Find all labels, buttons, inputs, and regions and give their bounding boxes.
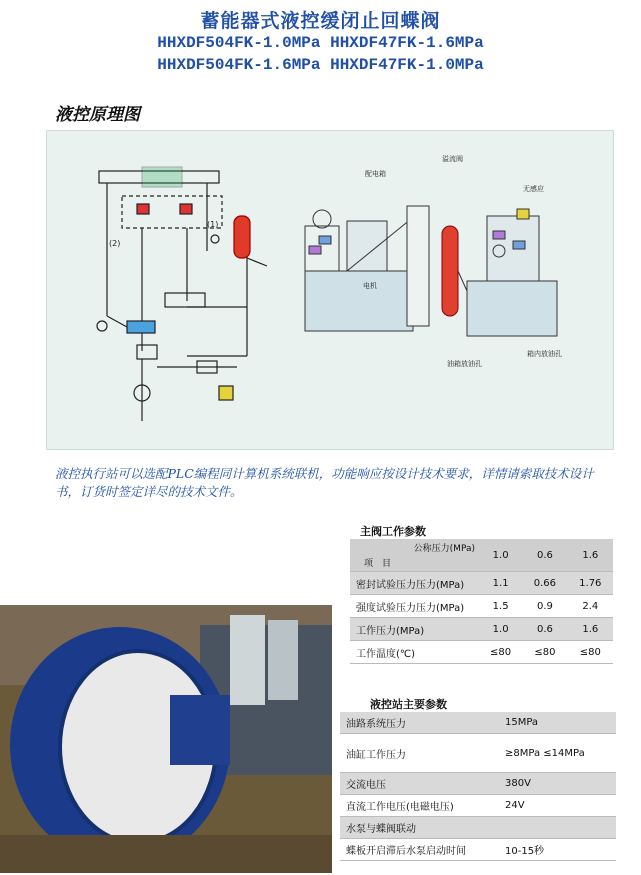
table2-cell: ≥8MPa ≤14MPa [499, 734, 616, 773]
table1-cell: 2.4 [568, 595, 613, 618]
hydraulic-schematic [47, 131, 613, 449]
table1-row-name: 密封试验压力压力(MPa) [350, 572, 479, 595]
table2-row-name: 油路系统压力 [340, 712, 499, 734]
table1-row-name: 工作温度(℃) [350, 641, 479, 664]
table1-cell: 1.0 [479, 618, 522, 641]
table2-cell: 15MPa [499, 712, 616, 734]
label-oil-tank-outlet: 油箱放油孔 [447, 360, 482, 368]
label-pressure-switch: 无感应 [523, 185, 544, 193]
table2-row-name: 水泵与蝶阀联动 [340, 817, 499, 839]
table2-cell [499, 817, 616, 839]
table2-row-name: 油缸工作压力 [340, 734, 499, 773]
table1-title: 主阀工作参数 [360, 525, 426, 538]
label-relief-valve: 溢流阀 [442, 155, 463, 163]
table1-header-top: 公称压力(MPa) [413, 544, 475, 554]
table1-col: 1.6 [568, 539, 613, 572]
table2-cell: 10-15秒 [499, 839, 616, 861]
hydraulic-diagram [46, 130, 614, 450]
left-schematic [97, 167, 267, 421]
table1-cell: 0.6 [522, 618, 567, 641]
model-line-1: HHXDF504FK-1.0MPa HHXDF47FK-1.6MPa [157, 34, 484, 52]
table2-row-name: 交流电压 [340, 773, 499, 795]
table1-cell: 1.1 [479, 572, 522, 595]
label-motor: 电机 [363, 282, 377, 290]
label-distribution-box: 配电箱 [365, 170, 386, 178]
model-line-2: HHXDF504FK-1.6MPa HHXDF47FK-1.0MPa [157, 56, 484, 74]
table1-cell: ≤80 [568, 641, 613, 664]
table1-cell: ≤80 [479, 641, 522, 664]
table2-cell: 24V [499, 795, 616, 817]
table1-header-cell [350, 539, 479, 572]
right-assembly [305, 206, 557, 336]
table2-cell: 380V [499, 773, 616, 795]
description-text: 液控执行站可以选配PLC编程同计算机系统联机，功能响应按设计技术要求，详情请索取技术设计书，订货时签定详尽的技术文件。 [55, 466, 594, 499]
table1-col: 0.6 [522, 539, 567, 572]
table1-cell: 0.66 [522, 572, 567, 595]
page-title: 蓄能器式液控缓闭止回蝶阀 [200, 10, 441, 32]
table1-cell: 1.76 [568, 572, 613, 595]
table1-header-item: 项 目 [364, 559, 392, 569]
table2-row-name: 直流工作电压(电磁电压) [340, 795, 499, 817]
table2-row-name: 蝶板开启滞后水泵启动时间 [340, 839, 499, 861]
table1-cell: 1.6 [568, 618, 613, 641]
main-valve-params-table [350, 539, 613, 664]
table1-cell: 0.9 [522, 595, 567, 618]
label-tank-inner-drain: 箱内放油孔 [527, 350, 562, 358]
table1-cell: 1.5 [479, 595, 522, 618]
table1-row-name: 强度试验压力压力(MPa) [350, 595, 479, 618]
valve-photo [0, 605, 332, 873]
table2-title: 液控站主要参数 [370, 698, 447, 711]
hydraulic-station-params-table [340, 712, 616, 861]
svg-text:(1): (1) [207, 220, 219, 229]
table1-row-name: 工作压力(MPa) [350, 618, 479, 641]
table1-col: 1.0 [479, 539, 522, 572]
table1-cell: ≤80 [522, 641, 567, 664]
section-title: 液控原理图 [55, 105, 140, 125]
svg-text:(2): (2) [109, 239, 121, 248]
